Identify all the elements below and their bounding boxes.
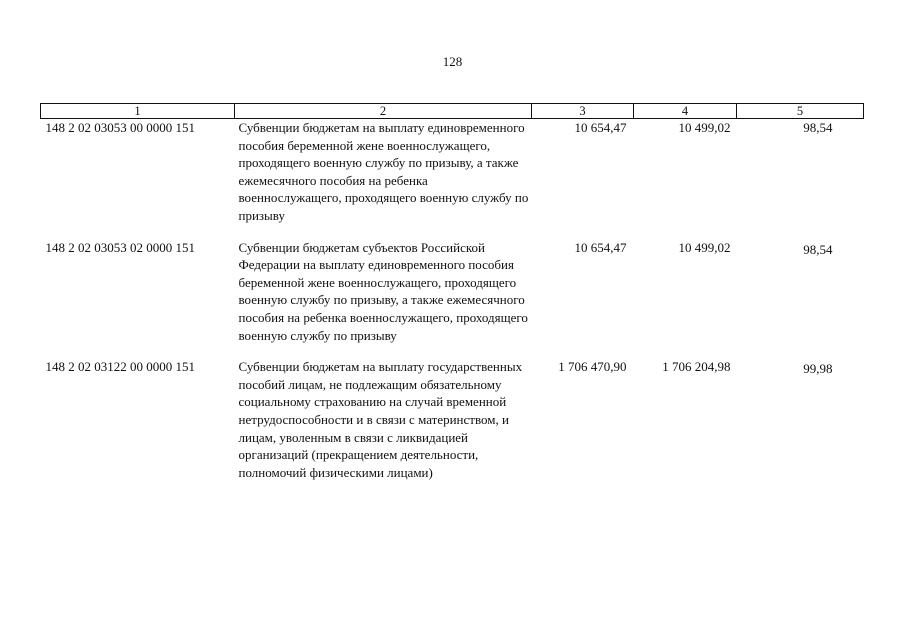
item-name: Субвенции бюджетам на выплату государственных пособий лицам, не подлежащим обязательному социальному страхованию на случай временной нетрудоспособности и в связи с материнством, и лицам, уволенным в связи с ликвидацией организаций (прекращением деятельности, полномочий физическими лицами)	[238, 359, 523, 480]
table-row	[41, 358, 864, 495]
table-row	[41, 119, 864, 239]
value-col5: 99,98	[803, 361, 833, 377]
table-row	[41, 239, 864, 359]
budget-code: 148 2 02 03122 00 0000 151	[45, 359, 195, 375]
column-header-5: 5	[737, 104, 864, 119]
budget-table	[40, 103, 864, 495]
column-header-2: 2	[235, 104, 532, 119]
column-header-1: 1	[41, 104, 235, 119]
value-col3: 10 654,47	[574, 239, 627, 255]
page-number: 128	[442, 54, 463, 69]
budget-code: 148 2 02 03053 02 0000 151	[45, 239, 195, 255]
value-col4: 1 706 204,98	[662, 359, 731, 375]
column-header-3: 3	[532, 104, 634, 119]
value-col5: 98,54	[803, 120, 833, 135]
item-name: Субвенции бюджетам субъектов Российской Федерации на выплату единовременного пособия беременной жене военнослужащего, проходящего военную службу по призыву, а также ежемесячного пособия на ребенка военнослужащего, проходящего военную службу по призыву	[238, 239, 528, 343]
value-col4: 10 499,02	[678, 239, 731, 255]
table-header-row	[41, 104, 864, 119]
value-col3: 1 706 470,90	[558, 359, 627, 375]
budget-code: 148 2 02 03053 00 0000 151	[45, 120, 195, 135]
column-header-4: 4	[634, 104, 737, 119]
item-name: Субвенции бюджетам на выплату единовременного пособия беременной жене военнослужащего, проходящего военную службу по призыву, а также ежемесячного пособия на ребенка военнослужащего, проходящего военную службу по призыву	[238, 120, 529, 223]
value-col4: 10 499,02	[678, 120, 731, 135]
value-col3: 10 654,47	[574, 120, 627, 135]
value-col5: 98,54	[803, 241, 833, 257]
